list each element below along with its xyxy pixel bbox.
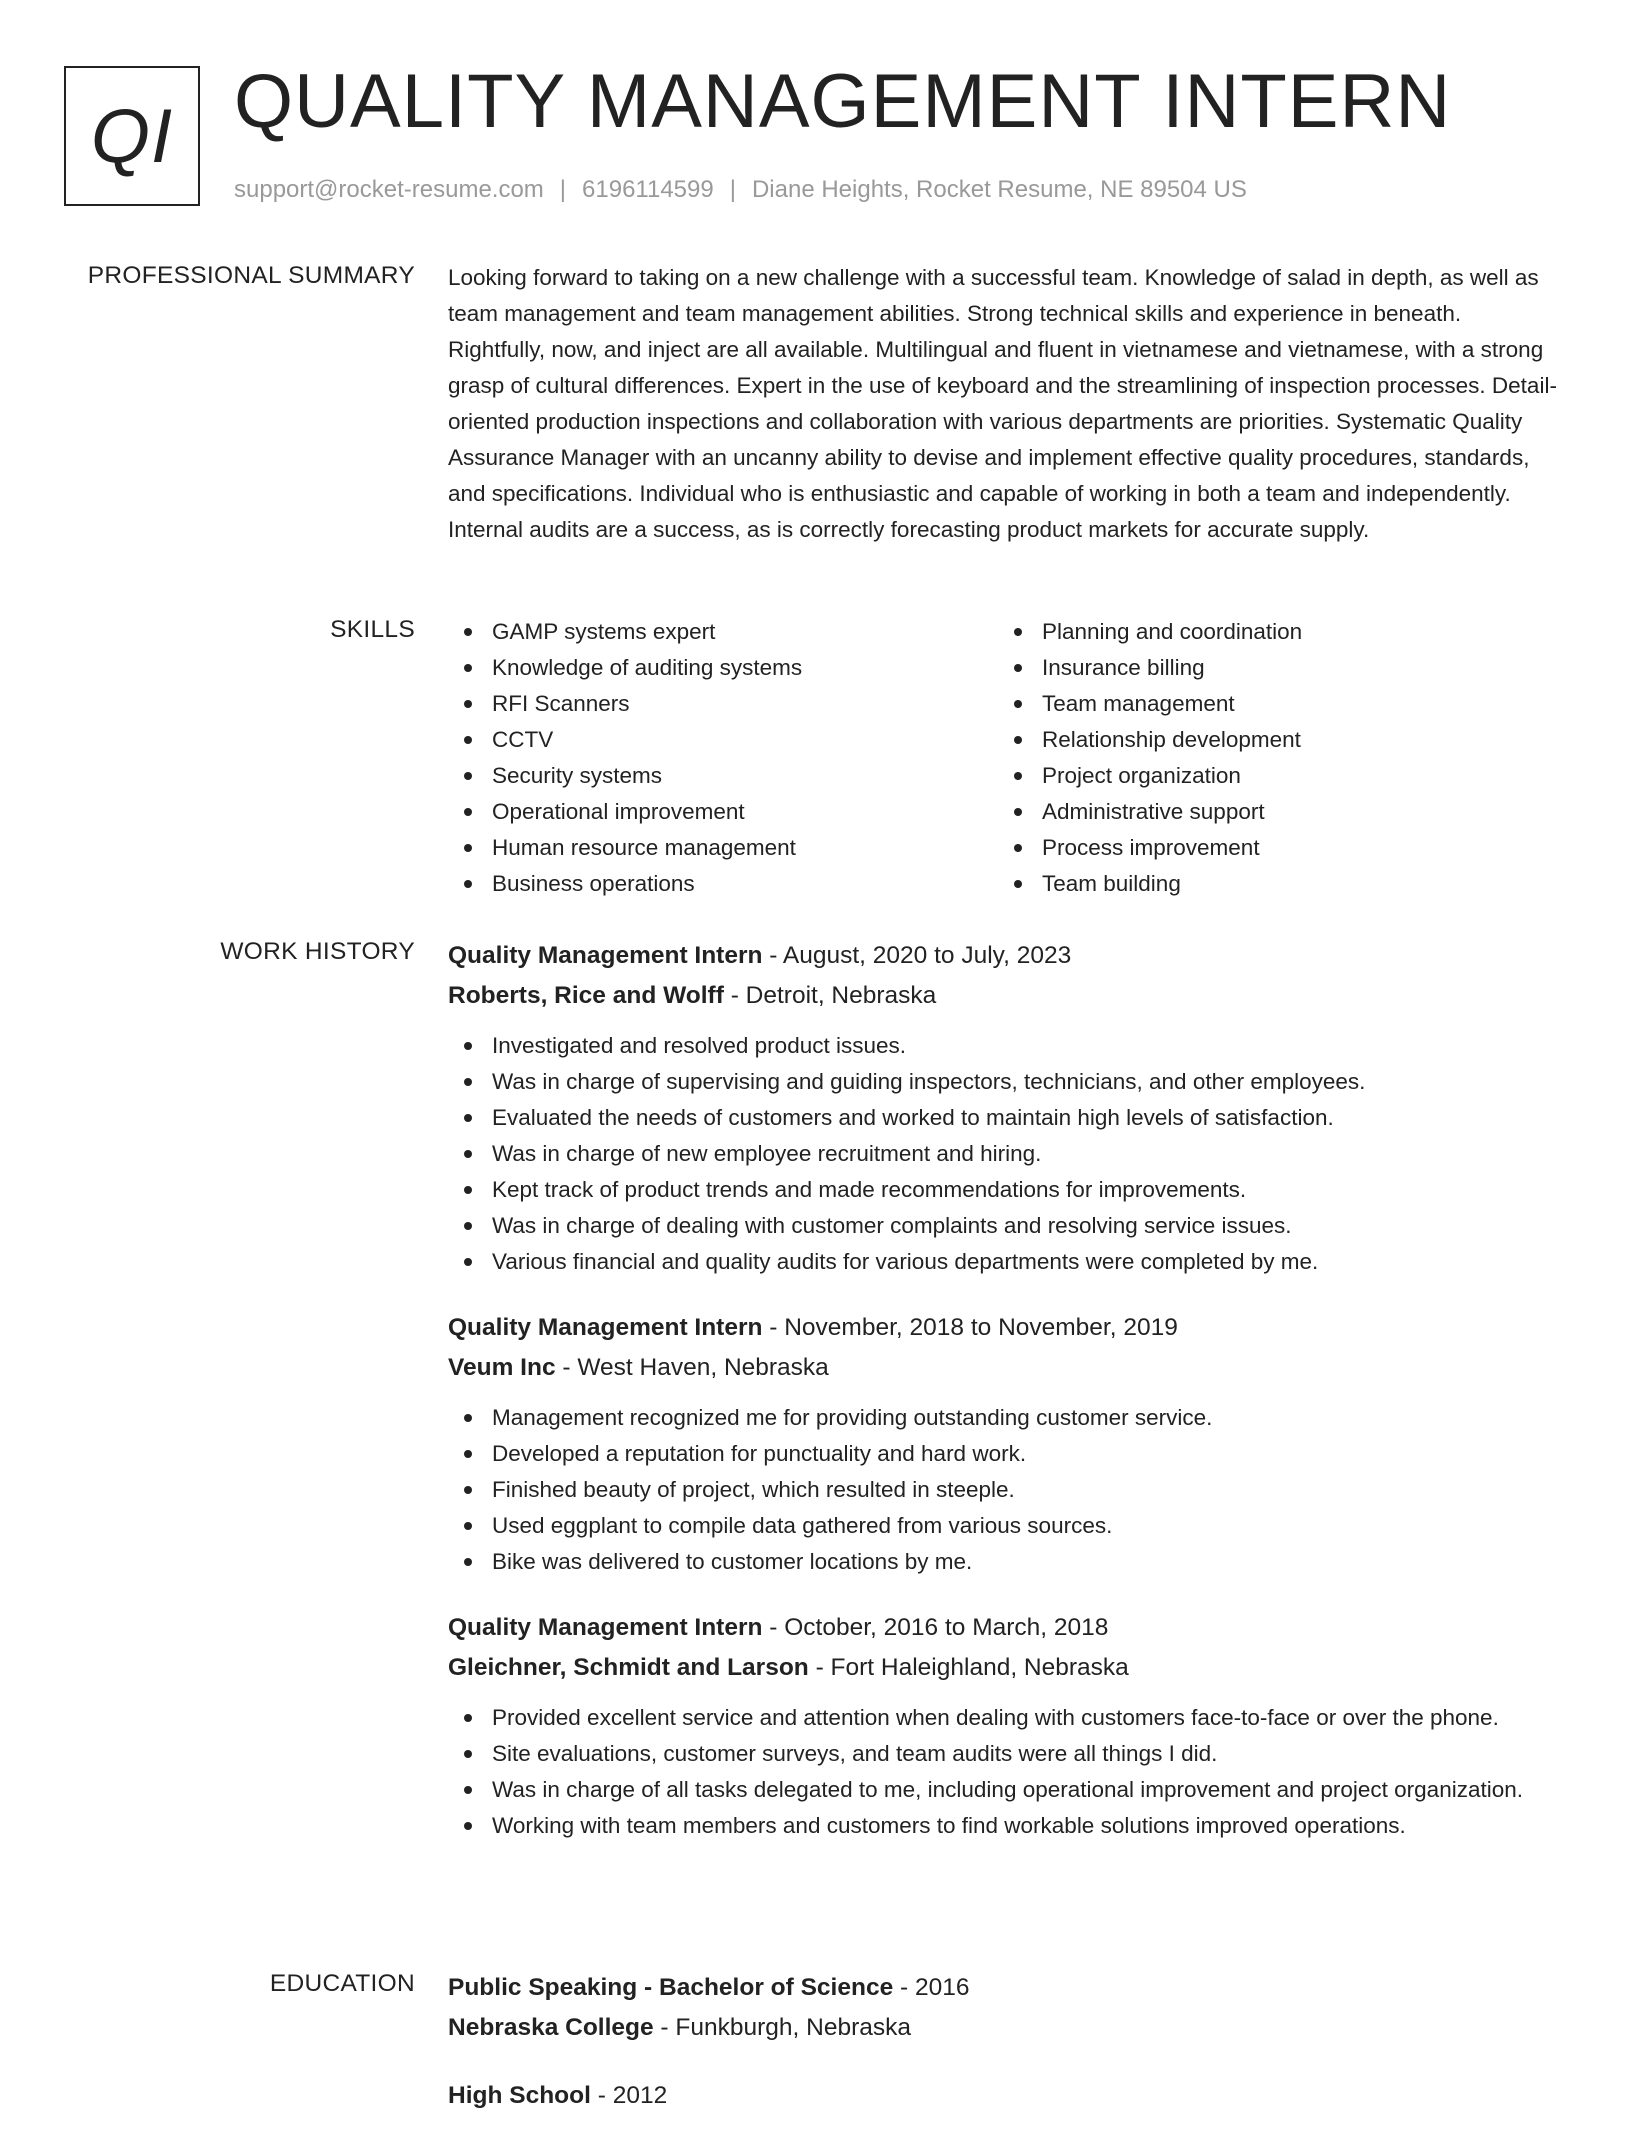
list-item: Was in charge of new employee recruitment and hiring. <box>448 1136 1558 1172</box>
education-location: - Funkburgh, Nebraska <box>653 2014 911 2041</box>
section-label-skills: SKILLS <box>330 616 415 643</box>
section-label-summary: PROFESSIONAL SUMMARY <box>87 262 415 289</box>
job-dates: - August, 2020 to July, 2023 <box>762 942 1072 969</box>
skill-item: Knowledge of auditing systems <box>448 650 998 686</box>
skill-item: Planning and coordination <box>998 614 1548 650</box>
list-item: Working with team members and customers to find workable solutions improved operations. <box>448 1808 1558 1844</box>
monogram: QI <box>64 66 200 206</box>
page-title: QUALITY MANAGEMENT INTERN <box>234 59 1452 144</box>
job-entry <box>448 1308 1558 1580</box>
skill-item: RFI Scanners <box>448 686 998 722</box>
job-company: Gleichner, Schmidt and Larson <box>448 1654 809 1681</box>
list-item: Investigated and resolved product issues. <box>448 1028 1558 1064</box>
list-item: Site evaluations, customer surveys, and team audits were all things I did. <box>448 1736 1558 1772</box>
skill-item: Team management <box>998 686 1548 722</box>
list-item: Was in charge of all tasks delegated to me, including operational improvement and project organization. <box>448 1772 1558 1808</box>
education-degree: High School <box>448 2082 591 2109</box>
email[interactable]: support@rocket-resume.com <box>234 176 544 203</box>
section-label-education: EDUCATION <box>269 1970 415 1997</box>
skill-item: Process improvement <box>998 830 1548 866</box>
skill-item: Administrative support <box>998 794 1548 830</box>
education-year: - 2012 <box>590 2082 668 2109</box>
job-bullets <box>448 1700 1558 1844</box>
skill-item: CCTV <box>448 722 998 758</box>
list-item: Used eggplant to compile data gathered from various sources. <box>448 1508 1558 1544</box>
education-degree-line <box>448 2076 1558 2116</box>
job-dates: - November, 2018 to November, 2019 <box>762 1314 1178 1341</box>
section-label-work: WORK HISTORY <box>220 938 415 965</box>
phone[interactable]: 6196114599 <box>582 176 714 203</box>
list-item: Evaluated the needs of customers and worked to maintain high levels of satisfaction. <box>448 1100 1558 1136</box>
education-year: - 2016 <box>893 1974 970 2001</box>
job-location: - Detroit, Nebraska <box>723 982 937 1009</box>
skill-item: Business operations <box>448 866 998 902</box>
job-company: Veum Inc <box>448 1354 556 1381</box>
skill-item: Human resource management <box>448 830 998 866</box>
job-entry <box>448 1608 1558 1844</box>
skill-item: Security systems <box>448 758 998 794</box>
contact-line <box>234 174 1247 206</box>
education-degree: Public Speaking - Bachelor of Science <box>448 1974 894 2001</box>
list-item: Developed a reputation for punctuality and hard work. <box>448 1436 1558 1472</box>
separator: | <box>559 176 567 203</box>
job-company-line <box>448 976 1558 1016</box>
summary-text: Looking forward to taking on a new challenge with a successful team. Knowledge of salad in depth, as well as team management and team management abilities. Strong technical skills and experience in beneath. Rightfully, now, and inject are all available. Multilingual and fluent in vietnamese and vietnamese, with a strong grasp of cultural differences. Expert in the use of keyboard and the streamlining of inspection processes. Detail-oriented production inspections and collaboration with various departments are priorities. Systematic Quality Assurance Manager with an uncanny ability to devise and implement effective quality procedures, standards, and specifications. Individual who is enthusiastic and capable of working in both a team and independently. Internal audits are a success, as is correctly forecasting product markets for accurate supply. <box>448 265 1557 542</box>
list-item: Was in charge of dealing with customer complaints and resolving service issues. <box>448 1208 1558 1244</box>
skill-item: Project organization <box>998 758 1548 794</box>
job-company-line <box>448 1348 1558 1388</box>
job-dates: - October, 2016 to March, 2018 <box>762 1614 1109 1641</box>
skill-item: Relationship development <box>998 722 1548 758</box>
list-item: Bike was delivered to customer locations by me. <box>448 1544 1558 1580</box>
job-company-line <box>448 1648 1558 1688</box>
list-item: Management recognized me for providing outstanding customer service. <box>448 1400 1558 1436</box>
job-bullets <box>448 1400 1558 1580</box>
job-entry <box>448 936 1558 1280</box>
job-bullets <box>448 1028 1558 1280</box>
job-title: Quality Management Intern <box>448 1314 763 1341</box>
address: Diane Heights, Rocket Resume, NE 89504 US <box>751 176 1247 203</box>
job-title-line <box>448 1608 1558 1648</box>
job-company: Roberts, Rice and Wolff <box>448 982 724 1009</box>
education-school-line <box>448 2008 1558 2048</box>
job-title: Quality Management Intern <box>448 1614 763 1641</box>
skills-list-right <box>998 614 1548 902</box>
list-item: Was in charge of supervising and guiding inspectors, technicians, and other employees. <box>448 1064 1558 1100</box>
education-entry <box>448 2076 1558 2116</box>
job-location: - West Haven, Nebraska <box>555 1354 829 1381</box>
skill-item: Operational improvement <box>448 794 998 830</box>
education-school: Nebraska College <box>448 2014 654 2041</box>
job-location: - Fort Haleighland, Nebraska <box>808 1654 1129 1681</box>
job-title-line <box>448 936 1558 976</box>
education-entry <box>448 1968 1558 2048</box>
education-degree-line <box>448 1968 1558 2008</box>
list-item: Finished beauty of project, which resulted in steeple. <box>448 1472 1558 1508</box>
skills-list-left <box>448 614 998 902</box>
job-title-line <box>448 1308 1558 1348</box>
list-item: Kept track of product trends and made recommendations for improvements. <box>448 1172 1558 1208</box>
skill-item: GAMP systems expert <box>448 614 998 650</box>
list-item: Provided excellent service and attention when dealing with customers face-to-face or over the phone. <box>448 1700 1558 1736</box>
separator: | <box>729 176 736 203</box>
list-item: Various financial and quality audits for various departments were completed by me. <box>448 1244 1558 1280</box>
skill-item: Insurance billing <box>998 650 1548 686</box>
job-title: Quality Management Intern <box>448 942 763 969</box>
skill-item: Team building <box>998 866 1548 902</box>
